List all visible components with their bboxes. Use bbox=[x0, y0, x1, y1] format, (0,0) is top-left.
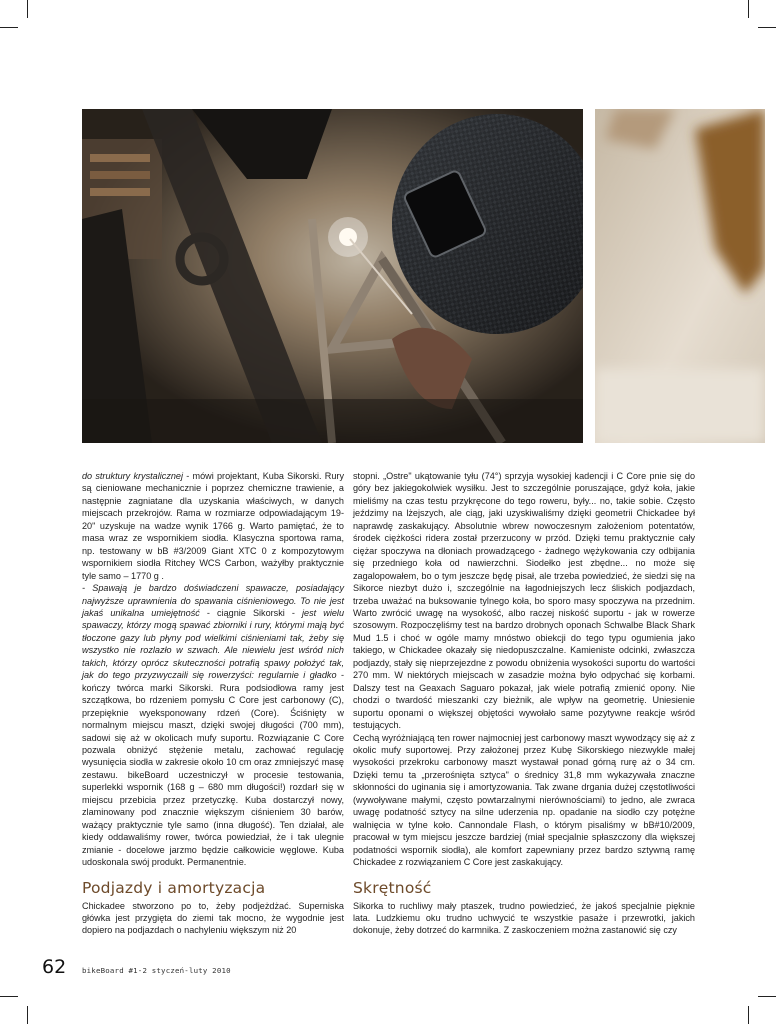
paragraph: stopni. „Ostre" ukątowanie tyłu (74°) sprzyja wysokiej kadencji i C Core pnie się do góry bez jakiegokolwiek wysiłku. Jest to szczególnie poruszające, gdyż koła, jakie mieliśmy na czas testu przykręcone do tego roweru, były... no, takie sobie. Często jeździmy na lżejszych, ale ciąg, jaki uzyskiwaliśmy dzięki geometrii Chickadee był naprawdę zaskakujący. Absolutnie wbrew nowoczesnym założeniom potentatów, środek ciężkości ridera został przerzucony w przód. Dzięki temu praktycznie cały ciężar spoczywa na dłoniach prowadzącego - żadnego wężykowania czy odbijania się przedniego koła od nawierzchni. Siodełko jest zbędne... no może się zagalopowałem, bo o tym jeszcze będę pisał, ale trzeba powiedzieć, że siedzi się na Sikorce niezbyt dużo i, szczególnie na łagodniejszych lecz śliskich podjazdach, trzeba uważać na buksowanie tylnego koła, bo sporo masy spoczywa na przednim. Warto zwrócić uwagę na wysokość, albo raczej niskość suportu - jak w rowerze szosowym. Rozpoczęliśmy test na bardzo drobnych oponach Schwalbe Black Shark Mud 1.5 i choć w ogóle mamy mnóstwo obiekcji do tego typu ogumienia jako takiego, w Chickadee okazały się niedopuszczalne. Kamieniste odcinki, zwłaszcza podjazdy, stały się nieprzejezdne z powodu obniżenia wysokości suportu do wartości 270 mm. W niektórych miejscach w zasadzie można było odpychać się korbami. Dalszy test na Geaxach Saguaro pokazał, jak wiele potrafią zmienić opony. Nie chodzi o twardość mieszanki czy bieżnik, ale wpływ na geometrię. Uniesienie suportu oponami o większej objętości wywołało same pozytywne reakcje wśród testujących. bbox=[353, 471, 695, 731]
crop-mark bbox=[748, 1006, 749, 1024]
page-number: 62 bbox=[42, 956, 67, 978]
paragraph: Cechą wyróżniającą ten rower najmocniej jest carbonowy maszt wywodzący się aż z okolic mufy suportowej. Przy założonej przez Kubę Sikorskiego niezwykle małej wysokości przekroku carbonowy maszt wystawał ponad górną rurę aż o 34 cm. Dzięki temu ta „przerośnięta sztyca" o średnicy 31,8 mm wykazywała znaczne skłonności do uginania się i amortyzowania. Tak zwane drgania dużej częstotliwości (wywoływane małymi, często powtarzalnymi nierównościami) to jedno, ale zwraca uwagę podatność sztycy na silne uderzenia np. opadanie na siodło czy potężne walnięcia w tylne koło. Cannondale Flash, o którym pisaliśmy w bB#10/2009, pracował w tym miejscu jeszcze bardziej (miał specjalnie spłaszczony dla większej podatności wspornik siodła), ale komfort zapewniany przez bardzo sztywną ramę Chickadee z rozwiązaniem C Core jest zaskakujący. bbox=[353, 732, 695, 868]
crop-mark bbox=[758, 996, 776, 997]
crop-mark bbox=[0, 27, 18, 28]
paragraph bbox=[82, 470, 344, 582]
crop-mark bbox=[0, 996, 18, 997]
paragraph-text: - kończy twórca marki Sikorski. Rura podsiodłowa ramy jest szczątkowa, bo rdzeniem pomysłu C Core jest carbonowy (C), przepięknie wyeksponowany rdzeń (Core). Ściśnięty w normalnym miejscu maszt, dzięki swojej długości (700 mm), sadowi się aż w okolicach mufy suportu. Rozwiązanie C Core pozwala obniżyć stężenie metalu, zachować regulację wysunięcia siodła w zakresie około 10 cm oraz zmniejszyć masę zestawu. bikeBoard uczestniczył w procesie testowania, superlekki wspornik (168 g – 680 mm długości!) rozdarł się w miejscu przebicia przez przetyczkę. Kuba dostarczył nowy, zlaminowany pod znacznie większym ciśnieniem 30 barów, ważący praktycznie tyle samo (inna długość). Ten działał, ale kiedy oddawaliśmy rower, twórca powiedział, że i tak ulegnie zmianie - docelowe jarzmo będzie całkowicie węglowe. Kuba udoskonala swój produkt. Permanentnie. bbox=[82, 670, 345, 868]
paragraph-text: - ciągnie Sikorski - bbox=[199, 607, 303, 618]
paragraph: Sikorka to ruchliwy mały ptaszek, trudno powiedzieć, że jakoś specjalnie pięknie lata. Ludzkiemu oku trudno uchwycić te wszystkie pasaże i przewrotki, jakich dokonuje, żeby dotrzeć do karmnika. Z zaskoczeniem można zastanowić się czy bbox=[353, 900, 695, 936]
crop-mark bbox=[758, 27, 776, 28]
quote-italic: do struktury krystalicznej bbox=[82, 471, 183, 481]
section-heading: Podjazdy i amortyzacja bbox=[82, 878, 266, 897]
paragraph bbox=[82, 582, 344, 868]
blurred-detail-photo bbox=[595, 109, 765, 443]
crop-mark bbox=[27, 1006, 28, 1024]
quote-italic: - Spawają je bardzo doświadczeni spawacze, posiadający najwyższe uprawnienia do spawania ciśnieniowego. To nie jest jakaś unikalna umiejętność bbox=[82, 583, 344, 618]
crop-mark bbox=[748, 0, 749, 18]
quote-italic: jest wielu spawaczy, którzy mogą spawać zbiorniki i rury, którymi mają być tłoczone gazy lub płyny pod wielkimi ciśnieniami tak, żeby się wszystko nie rozlazło w szwach. Ale niewielu jest wśród nich takich, którzy oprócz skuteczności potrafią spawy położyć tak, jak do tego przyzwyczaili się rowerzyści: regularnie i gładko bbox=[82, 607, 345, 681]
crop-mark bbox=[27, 0, 28, 18]
paragraph: Chickadee stworzono po to, żeby podjeżdżać. Superniska główka jest przygięta do ziemi tak mocno, że wygodnie jest dopiero na podjazdach o nachyleniu większym niż 20 bbox=[82, 900, 344, 936]
issue-footer: bikeBoard #1-2 styczeń-luty 2010 bbox=[82, 966, 231, 975]
welding-photo bbox=[82, 109, 583, 443]
section-heading: Skrętność bbox=[353, 878, 432, 897]
paragraph-text: - mówi projektant, Kuba Sikorski. Rury są cieniowane mechanicznie i poprzez chemiczne trawienie, a następnie zagniatane dla uzyskania właściwych, w danych miejscach przekrojów. Rama w rozmiarze odpowiadającym 19-20" uzyskuje na wadze wynik 1766 g. Warto pamiętać, że to masa wraz ze wspornikiem siodła. Klasyczna sportowa rama, np. testowany w bB #3/2009 Giant XTC 0 z kompozytowym wspornikiem siodła Ritchey WCS Carbon, ważyłby praktycznie tyle samo – 1770 g . bbox=[82, 471, 344, 581]
article-column-right bbox=[353, 470, 695, 937]
article-column-left bbox=[82, 470, 344, 937]
